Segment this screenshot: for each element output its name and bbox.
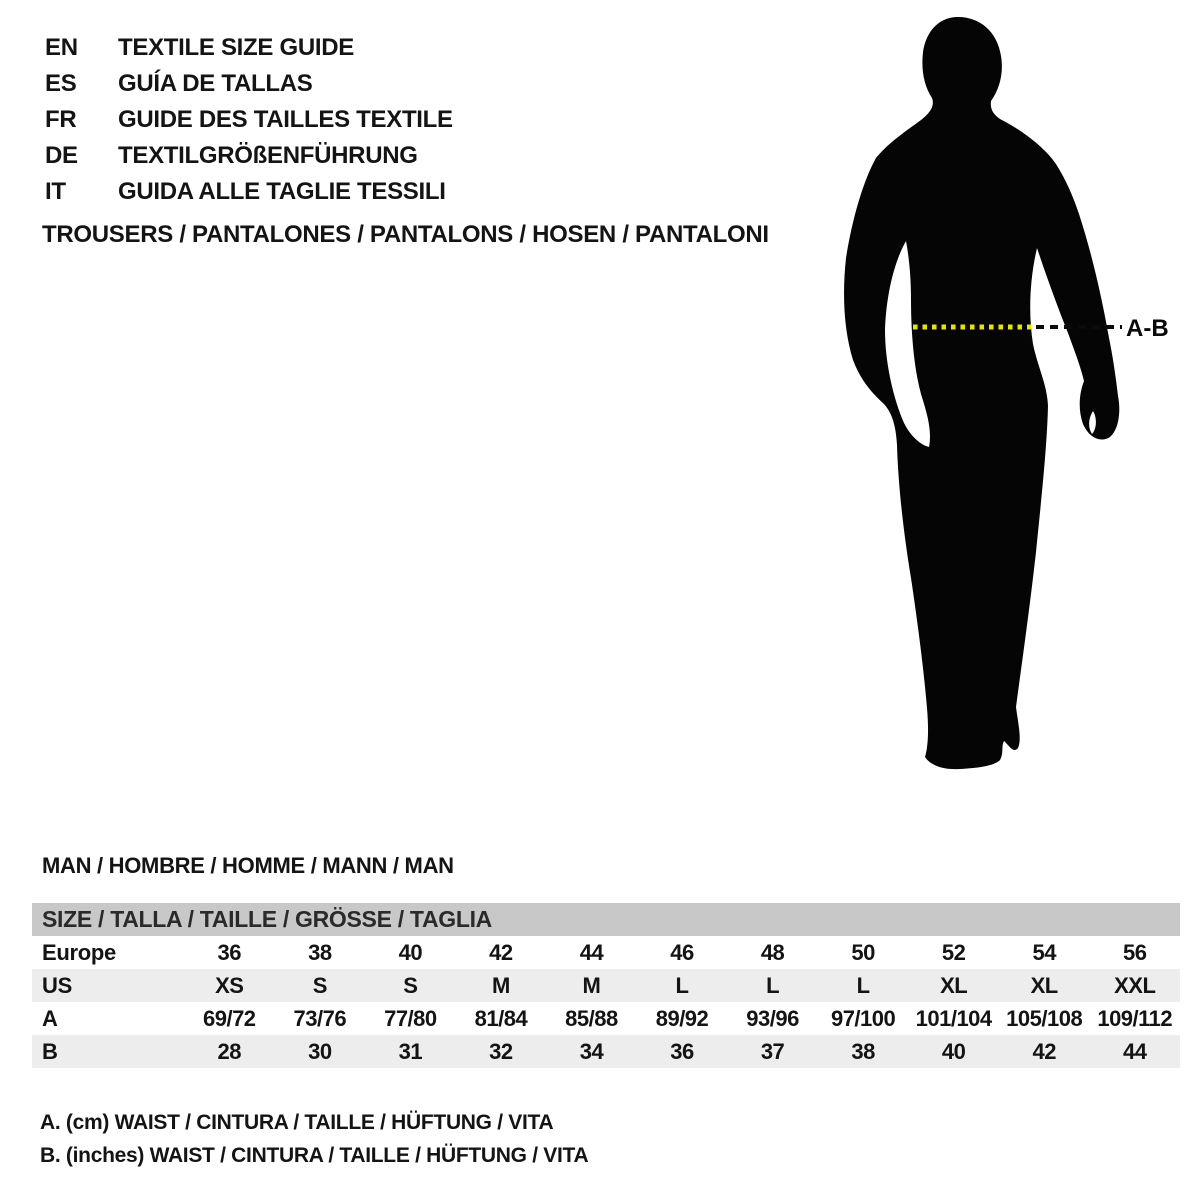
size-cell: 85/88 [565, 1005, 618, 1031]
size-cell: S [312, 972, 327, 998]
language-row-en [45, 30, 453, 66]
size-cell: M [582, 972, 601, 998]
size-cell: XXL [1114, 972, 1156, 998]
measure-label: A-B [1126, 315, 1169, 342]
size-cell: 81/84 [474, 1005, 528, 1031]
size-cell: 42 [1032, 1038, 1056, 1064]
size-cell: 48 [760, 939, 785, 965]
footnote-a: A. (cm) WAIST / CINTURA / TAILLE / HÜFTUNG / VITA [40, 1111, 554, 1134]
man-silhouette-icon [844, 17, 1119, 769]
size-cell: S [403, 972, 418, 998]
language-title: GUIDE DES TAILLES TEXTILE [118, 106, 453, 133]
size-cell: 77/80 [384, 1005, 437, 1031]
table-row-b-inches [32, 1035, 1180, 1068]
table-row-europe [32, 936, 1180, 969]
size-cell: 37 [760, 1038, 785, 1064]
size-cell: M [492, 972, 510, 998]
footnotes [40, 1106, 588, 1172]
language-title-list [45, 30, 453, 210]
language-row-it [45, 174, 453, 210]
language-code: DE [45, 142, 78, 169]
size-cell: XL [1030, 972, 1058, 998]
size-cell: 69/72 [202, 1005, 256, 1031]
size-cell: 44 [1123, 1038, 1147, 1064]
size-cell: 109/112 [1097, 1005, 1173, 1031]
size-cell: 105/108 [1006, 1005, 1083, 1031]
size-cell: 30 [308, 1038, 332, 1064]
size-cell: 34 [579, 1038, 604, 1064]
language-title: TEXTILGRÖßENFÜHRUNG [118, 142, 418, 169]
size-cell: 31 [398, 1038, 423, 1064]
size-cell: L [856, 972, 870, 998]
size-cell: XL [940, 972, 968, 998]
language-row-fr [45, 102, 453, 138]
language-code: ES [45, 70, 77, 97]
size-cell: 38 [851, 1038, 875, 1064]
row-label: US [42, 972, 72, 998]
size-cell: 52 [941, 939, 966, 965]
size-cell: 38 [308, 939, 332, 965]
size-cell: 42 [489, 939, 513, 965]
table-row-a-cm [32, 1002, 1180, 1035]
row-label: B [42, 1038, 58, 1064]
size-cell: 97/100 [830, 1005, 896, 1031]
table-row-us [32, 969, 1180, 1002]
size-cell: 101/104 [915, 1005, 992, 1031]
size-cell: L [675, 972, 689, 998]
size-cell: 32 [489, 1038, 513, 1064]
size-cell: XS [215, 972, 244, 998]
size-cell: 73/76 [293, 1005, 347, 1031]
size-cell: 50 [851, 939, 875, 965]
language-title: TEXTILE SIZE GUIDE [118, 34, 354, 61]
size-cell: 28 [217, 1038, 242, 1064]
size-cell: 40 [398, 939, 423, 965]
category-title: TROUSERS / PANTALONES / PANTALONS / HOSEN / PANTALONI [42, 221, 769, 248]
row-label: Europe [42, 939, 116, 965]
size-cell: 36 [217, 939, 242, 965]
size-cell: 46 [670, 939, 694, 965]
size-cell: 56 [1123, 939, 1147, 965]
footnote-b: B. (inches) WAIST / CINTURA / TAILLE / HÜFTUNG / VITA [40, 1144, 589, 1167]
size-cell: 54 [1032, 939, 1056, 965]
size-cell: 36 [670, 1038, 694, 1064]
language-row-es [45, 66, 453, 102]
size-cell: 44 [579, 939, 604, 965]
language-title: GUIDA ALLE TAGLIE TESSILI [118, 178, 446, 205]
language-code: IT [45, 178, 66, 205]
row-label: A [42, 1005, 58, 1031]
size-cell: 93/96 [746, 1005, 799, 1031]
language-code: EN [45, 34, 78, 61]
language-code: FR [45, 106, 77, 133]
size-cell: 89/92 [655, 1005, 709, 1031]
gender-section-title: MAN / HOMBRE / HOMME / MANN / MAN [42, 853, 454, 878]
language-title: GUÍA DE TALLAS [118, 70, 313, 97]
man-silhouette-figure [820, 0, 1200, 800]
size-cell: L [766, 972, 780, 998]
size-table-header: SIZE / TALLA / TAILLE / GRÖSSE / TAGLIA [32, 903, 1180, 936]
language-row-de [45, 138, 453, 174]
size-table [32, 903, 1180, 1068]
size-cell: 40 [941, 1038, 966, 1064]
